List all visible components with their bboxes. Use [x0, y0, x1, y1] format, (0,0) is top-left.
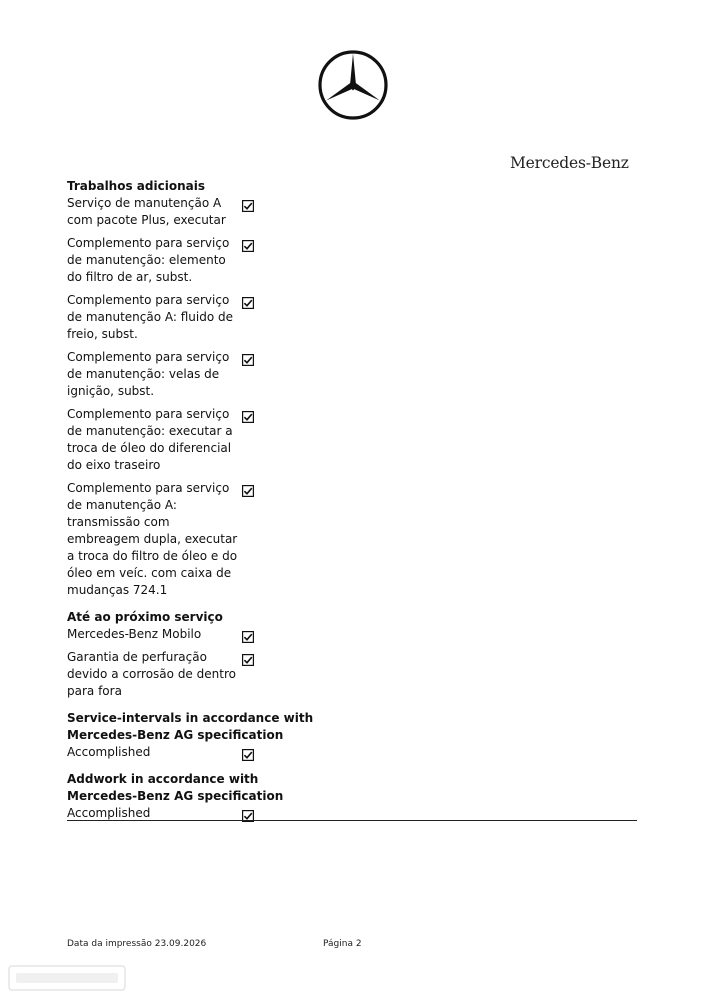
checklist-item-label: Mercedes-Benz Mobilo: [67, 627, 202, 641]
checklist-item-label: Complemento para serviço de manutenção: executar a troca de óleo do diferencial do eixo traseiro: [67, 407, 233, 472]
print-date: Data da impressão 23.09.2026: [67, 939, 207, 949]
checklist-item-label: Complemento para serviço de manutenção A: transmissão com embreagem dupla, executar a troca do filtro de óleo e do óleo em veíc. com caixa de mudanças 724.1: [67, 481, 238, 597]
section: [67, 609, 637, 700]
brand-wordmark: Mercedes-Benz: [510, 154, 629, 172]
checklist-item: [67, 649, 637, 700]
checklist-item: [67, 406, 637, 474]
checklist-item-label: Garantia de perfuração devido a corrosão de dentro para fora: [67, 650, 236, 698]
checklist-item-label: Accomplished: [67, 806, 151, 820]
checked-checkbox-icon[interactable]: [242, 237, 254, 249]
checklist-item: [67, 480, 637, 599]
checked-checkbox-icon[interactable]: [242, 482, 254, 494]
checklist-item-label: Serviço de manutenção A com pacote Plus, executar: [67, 196, 226, 227]
section-title: Service-intervals in accordance with Mercedes-Benz AG specification: [67, 711, 314, 742]
checklist-item-label: Complemento para serviço de manutenção: velas de ignição, subst.: [67, 350, 230, 398]
section: [67, 771, 637, 822]
section: [67, 178, 637, 599]
checked-checkbox-icon[interactable]: [242, 408, 254, 420]
checked-checkbox-icon[interactable]: [242, 628, 254, 640]
checked-checkbox-icon[interactable]: [242, 351, 254, 363]
checklist-item: [67, 349, 637, 400]
checked-checkbox-icon[interactable]: [242, 807, 254, 819]
watermark-icon: [8, 965, 126, 991]
checked-checkbox-icon[interactable]: [242, 197, 254, 209]
checked-checkbox-icon[interactable]: [242, 651, 254, 663]
page-number: Página 2: [323, 939, 362, 949]
checklist: [67, 178, 637, 832]
mercedes-star-icon: [317, 49, 389, 121]
checklist-item-label: Accomplished: [67, 745, 151, 759]
checklist-item: [67, 195, 637, 229]
section: [67, 710, 637, 761]
checklist-item-label: Complemento para serviço de manutenção: elemento do filtro de ar, subst.: [67, 236, 230, 284]
section-title: Até ao próximo serviço: [67, 610, 223, 624]
section-title: Trabalhos adicionais: [67, 179, 205, 193]
checklist-item: [67, 292, 637, 343]
checklist-item-label: Complemento para serviço de manutenção A: fluido de freio, subst.: [67, 293, 233, 341]
checklist-item: [67, 626, 637, 643]
checklist-item: [67, 744, 637, 761]
checked-checkbox-icon[interactable]: [242, 294, 254, 306]
checked-checkbox-icon[interactable]: [242, 746, 254, 758]
divider: [67, 820, 637, 821]
section-title: Addwork in accordance with Mercedes-Benz AG specification: [67, 772, 284, 803]
checklist-item: [67, 235, 637, 286]
